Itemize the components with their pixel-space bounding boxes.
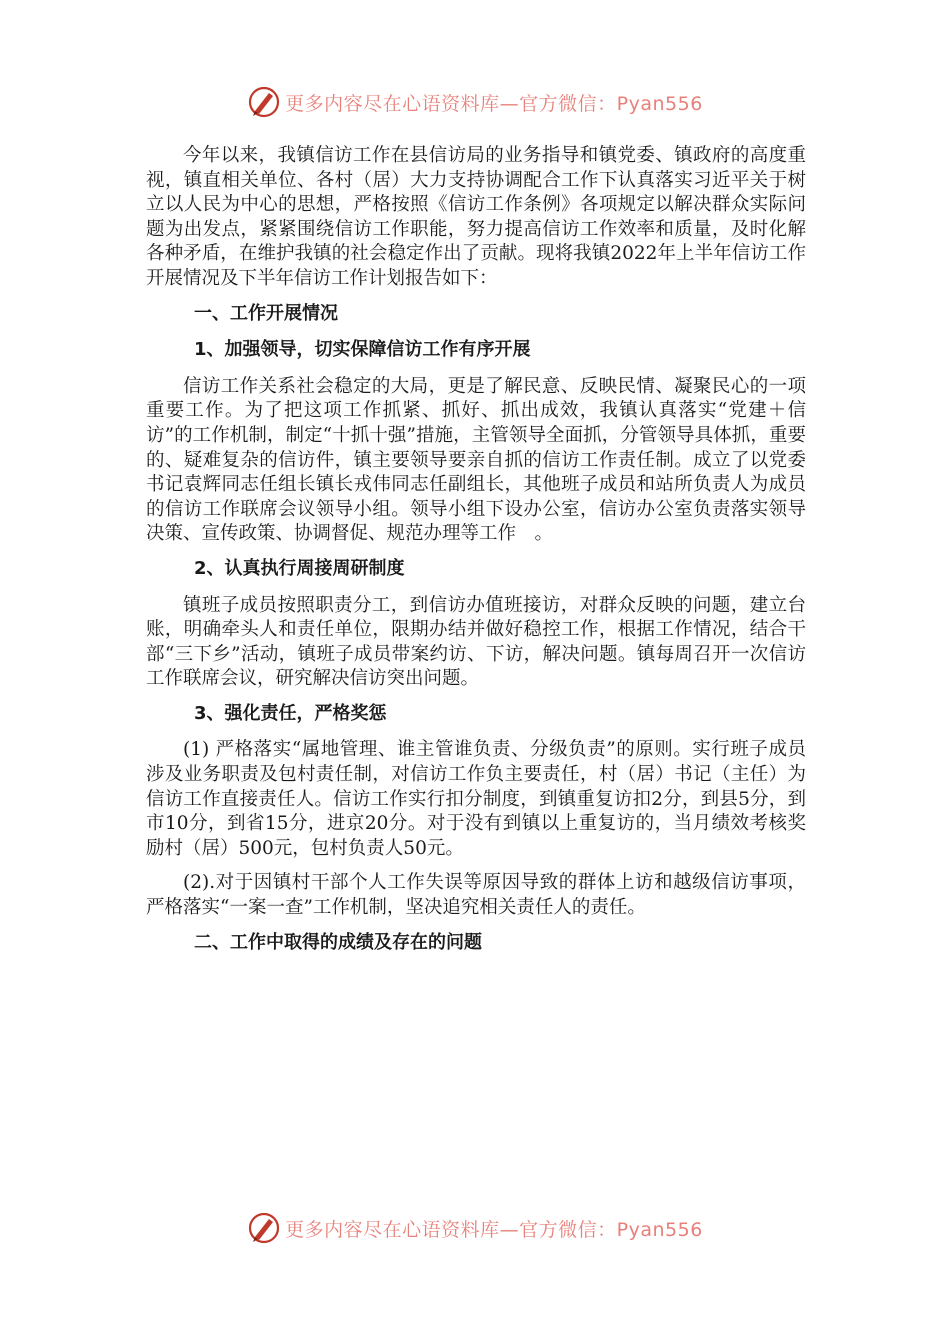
subsection-3-paragraph-2: (2).对于因镇村干部个人工作失误等原因导致的群体上访和越级信访事项，严格落实“一案一查”工作机制，坚决追究相关责任人的责任。 [146, 872, 806, 919]
document-body [146, 144, 806, 967]
subsection-heading-1: 1、加强领导，切实保障信访工作有序开展 [194, 339, 531, 361]
subsection-2-paragraph: 镇班子成员按照职责分工，到信访办值班接访，对群众反映的问题，建立台账，明确牵头人和责任单位，限期办结并做好稳控工作，根据工作情况，结合干部“三下乡”活动，镇班子成员带案约访、下访，解决问题。镇每周召开一次信访工作联席会议，研究解决信访突出问题。 [146, 594, 806, 690]
subsection-1-paragraph: 信访工作关系社会稳定的大局，更是了解民意、反映民情、凝聚民心的一项重要工作。为了把这项工作抓紧、抓好、抓出成效，我镇认真落实“党建＋信访”的工作机制，制定“十抓十强”措施，主管领导全面抓，分管领导具体抓，重要的、疑难复杂的信访件，镇主要领导要亲自抓的信访工作责任制。成立了以党委书记袁辉同志任组长镇长戎伟同志任副组长，其他班子成员和站所负责人为成员的信访工作联席会议领导小组。领导小组下设办公室，信访办公室负责落实领导决策、宣传政策、协调督促、规范办理等工作 。 [146, 375, 806, 545]
intro-paragraph: 今年以来，我镇信访工作在县信访局的业务指导和镇党委、镇政府的高度重视，镇直相关单位、各村（居）大力支持协调配合工作下认真落实习近平关于树立以人民为中心的思想，严格按照《信访工作条例》各项规定以解决群众实际问题为出发点，紧紧围绕信访工作职能，努力提高信访工作效率和质量，及时化解各种矛盾，在维护我镇的社会稳定作出了贡献。现将我镇2022年上半年信访工作开展情况及下半年信访工作计划报告如下： [146, 145, 806, 289]
section-heading-2: 二、工作中取得的成绩及存在的问题 [194, 931, 482, 953]
subsection-heading-3: 3、强化责任，严格奖惩 [194, 702, 387, 724]
pen-circle-logo-icon [247, 1211, 281, 1245]
subsection-heading-2: 2、认真执行周接周研制度 [194, 557, 405, 579]
watermark-text: 更多内容尽在心语资料库—官方微信：Pyan556 [285, 1218, 703, 1241]
watermark-text: 更多内容尽在心语资料库—官方微信：Pyan556 [285, 92, 703, 115]
section-heading-1: 一、工作开展情况 [194, 302, 338, 324]
subsection-3-paragraph-1: (1) 严格落实“属地管理、谁主管谁负责、分级负责”的原则。实行班子成员涉及业务职责及包村责任制，对信访工作负主要责任，村（居）书记（主任）为信访工作直接责任人。信访工作实行扣分制度，到镇重复访扣2分，到县5分，到市10分，到省15分，进京20分。对于没有到镇以上重复访的，当月绩效考核奖励村（居）500元，包村负责人50元。 [146, 739, 806, 859]
header-watermark-banner [0, 82, 950, 122]
pen-circle-logo-icon [247, 85, 281, 119]
footer-watermark-banner [0, 1208, 950, 1248]
